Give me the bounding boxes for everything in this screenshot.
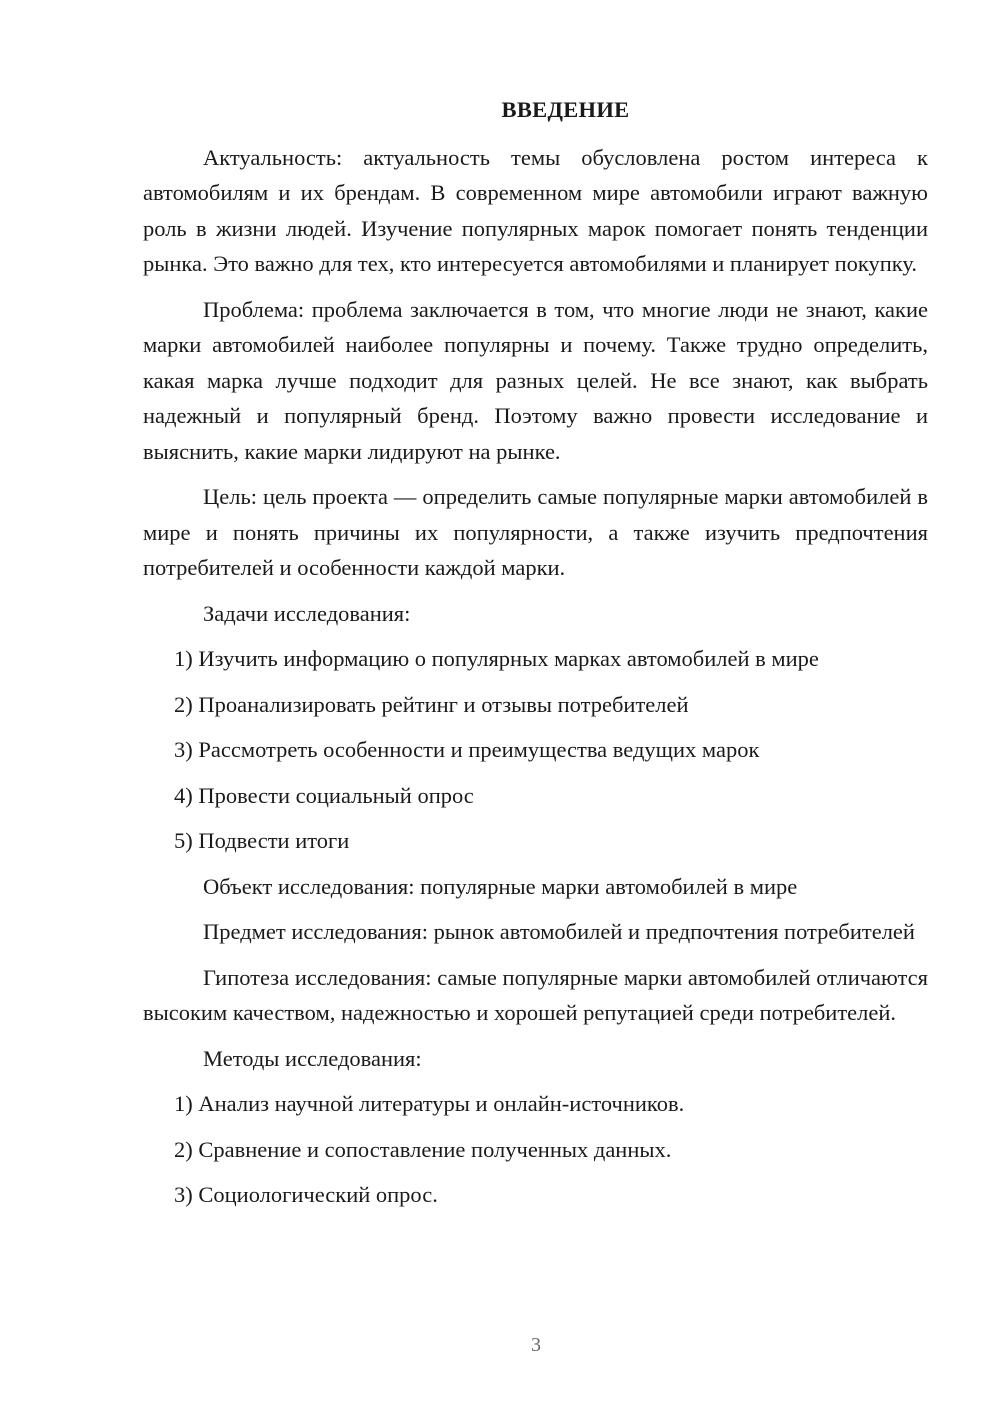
tasks-list [143, 641, 928, 859]
problem-paragraph: Проблема: проблема заключается в том, что многие люди не знают, какие марки автомобилей наиболее популярны и почему. Также трудно определить, какая марка лучше подходит для разных целей. Не все знают, как выбрать надежный и популярный бренд. Поэтому важно провести исследование и выяснить, какие марки лидируют на рынке. [143, 296, 928, 464]
list-item: 4) Провести социальный опрос [174, 782, 474, 808]
object-paragraph: Объект исследования: популярные марки автомобилей в мире [203, 873, 798, 899]
methods-title: Методы исследования: [203, 1045, 422, 1071]
page-title: ВВЕДЕНИЕ [501, 97, 630, 122]
list-item: 1) Изучить информацию о популярных марках автомобилей в мире [174, 646, 819, 671]
tasks-title: Задачи исследования: [203, 600, 411, 626]
hypothesis-paragraph: Гипотеза исследования: самые популярные марки автомобилей отличаются высоким качеством, надежностью и хорошей репутацией среди потребителей. [143, 964, 928, 1025]
document-page [143, 92, 928, 1223]
methods-list [143, 1086, 928, 1213]
list-item: 2) Проанализировать рейтинг и отзывы потребителей [174, 691, 689, 717]
goal-paragraph: Цель: цель проекта — определить самые популярные марки автомобилей в мире и понять причины их популярности, а также изучить предпочтения потребителей и особенности каждой марки. [143, 484, 928, 580]
subject-paragraph: Предмет исследования: рынок автомобилей и предпочтения потребителей [203, 919, 915, 944]
list-item: 2) Сравнение и сопоставление полученных данных. [174, 1136, 672, 1162]
list-item: 1) Анализ научной литературы и онлайн-источников. [174, 1091, 685, 1116]
relevance-paragraph: Актуальность: актуальность темы обусловлена ростом интереса к автомобилям и их брендам. В современном мире автомобили играют важную роль в жизни людей. Изучение популярных марок помогает понять тенденции рынка. Это важно для тех, кто интересуется автомобилями и планирует покупку. [143, 144, 928, 276]
list-item: 3) Социологический опрос. [174, 1182, 438, 1207]
list-item: 3) Рассмотреть особенности и преимущества ведущих марок [174, 737, 760, 762]
page-number: 3 [531, 1334, 541, 1356]
list-item: 5) Подвести итоги [174, 828, 350, 853]
